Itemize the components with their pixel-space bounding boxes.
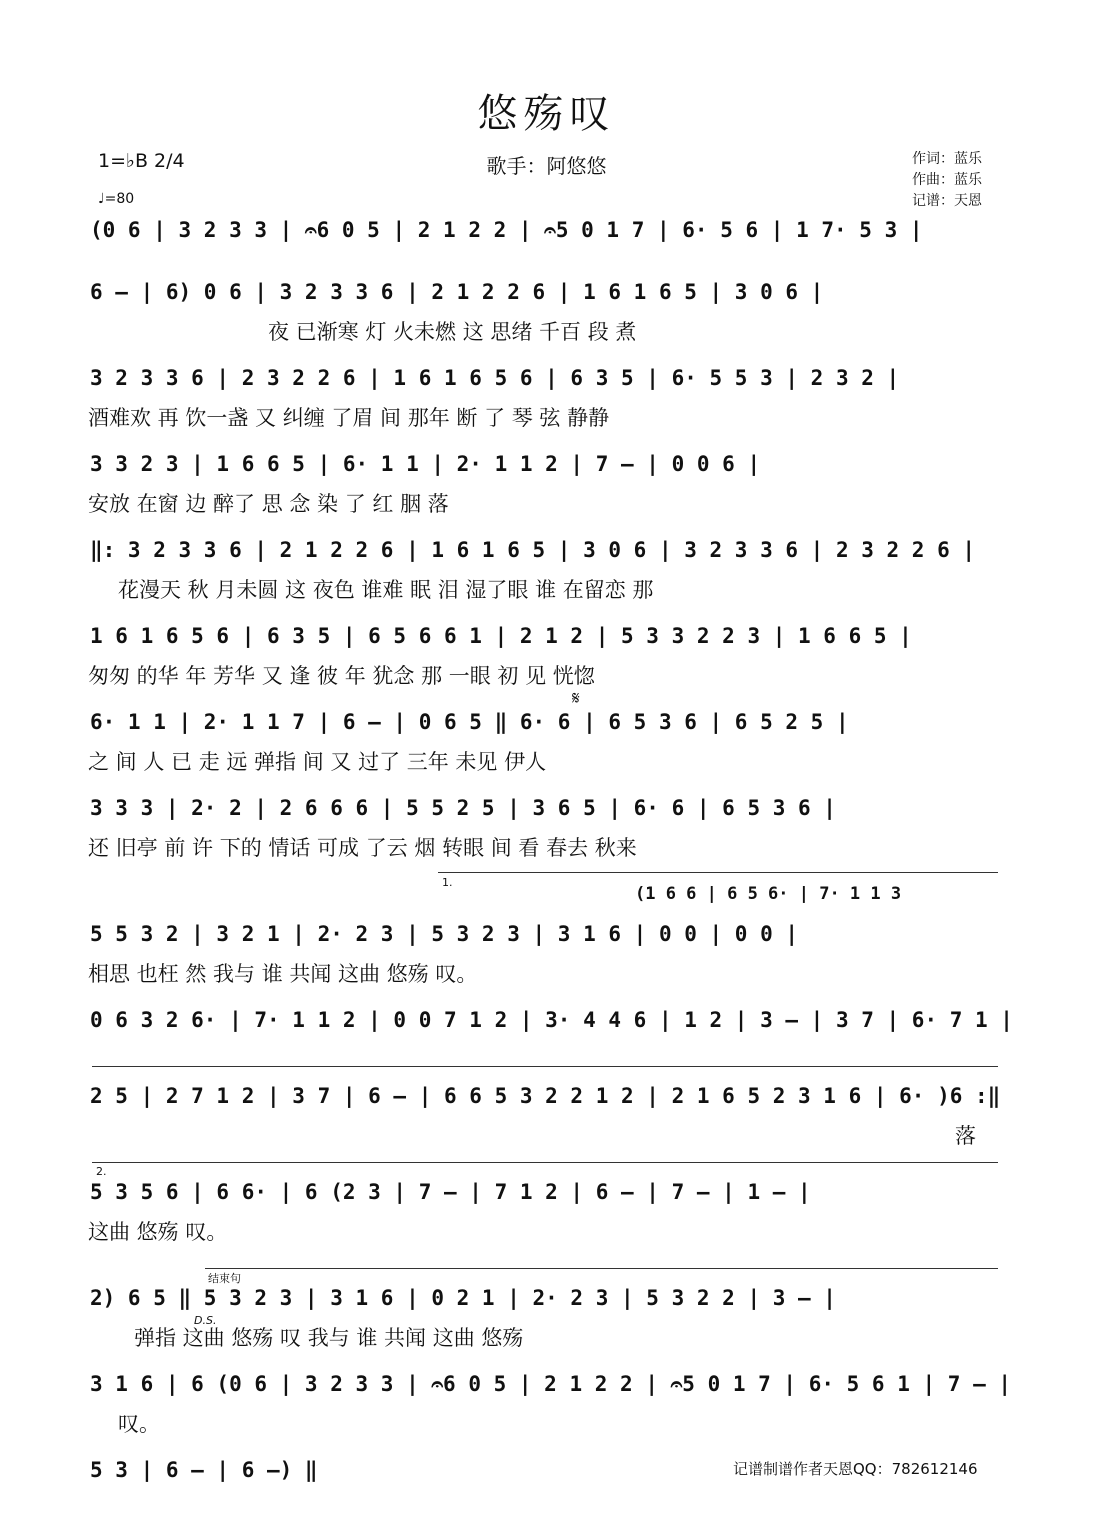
- ds-marking: D.S.: [194, 1314, 217, 1327]
- score-row-5-notes: ‖: 3 2 3 3 6 | 2 1 2 2 6 | 1 6 1 6 5 | 3 0 6 | 3 2 3 3 6 | 2 3 2 2 6 |: [90, 538, 976, 562]
- key-signature: 1=♭B 2/4: [98, 150, 185, 172]
- score-row-11-notes: 2 5 | 2 7 1 2 | 3 7 | 6 – | 6 6 5 3 2 2 1 2 | 2 1 6 5 2 3 1 6 | 6· )6 :‖: [90, 1084, 1001, 1108]
- score-row-9-notes: 5 5 3 2 | 3 2 1 | 2· 2 3 | 5 3 2 3 | 3 1 6 | 0 0 | 0 0 |: [90, 922, 799, 946]
- score-row-8-lyrics: 还 旧亭 前 许 下的 情话 可成 了云 烟 转眼 间 看 春去 秋来: [88, 836, 637, 860]
- volta-2-bracket: [92, 1162, 998, 1163]
- volta-2-label: 2.: [96, 1165, 107, 1178]
- score-row-6-lyrics: 匆匆 的华 年 芳华 又 逢 彼 年 犹念 那 一眼 初 见 恍惚: [88, 664, 595, 688]
- score-row-11-lyrics: 落: [955, 1124, 976, 1148]
- composer-credit: 作曲：蓝乐: [912, 172, 982, 188]
- score-row-14-lyrics: 叹。: [118, 1412, 160, 1436]
- footer-credit: 记谱制谱作者天恩QQ：782612146: [733, 1460, 978, 1478]
- score-row-4-lyrics: 安放 在窗 边 醉了 思 念 染 了 红 胭 落: [88, 492, 449, 516]
- score-row-2-notes: 6 – | 6) 0 6 | 3 2 3 3 6 | 2 1 2 2 6 | 1 6 1 6 5 | 3 0 6 |: [90, 280, 824, 304]
- score-row-5-lyrics: 花漫天 秋 月未圆 这 夜色 谁难 眠 泪 湿了眼 谁 在留恋 那: [118, 578, 654, 602]
- score-row-4-notes: 3 3 2 3 | 1 6 6 5 | 6· 1 1 | 2· 1 1 2 | 7 – | 0 0 6 |: [90, 452, 761, 476]
- score-row-8-notes: 3 3 3 | 2· 2 | 2 6 6 6 | 5 5 2 5 | 3 6 5 | 6· 6 | 6 5 3 6 |: [90, 796, 836, 820]
- score-row-13-lyrics: 弹指 这曲 悠殇 叹 我与 谁 共闻 这曲 悠殇: [134, 1326, 524, 1350]
- score-row-6-notes: 1 6 1 6 5 6 | 6 3 5 | 6 5 6 6 1 | 2 1 2 | 5 3 3 2 2 3 | 1 6 6 5 |: [90, 624, 912, 648]
- score-row-15-notes: 5 3 | 6 – | 6 –) ‖: [90, 1458, 318, 1482]
- volta-1-continuation: [92, 1066, 998, 1067]
- score-row-7-lyrics: 之 间 人 已 走 远 弹指 间 又 过了 三年 未见 伊人: [88, 750, 547, 774]
- score-row-12-notes: 5 3 5 6 | 6 6· | 6 (2 3 | 7 – | 7 1 2 | 6 – | 7 – | 1 – |: [90, 1180, 811, 1204]
- segno-sign: 𝄋: [572, 688, 580, 709]
- score-row-1-notes: (0 6 | 3 2 3 3 | 𝄐6 0 5 | 2 1 2 2 | 𝄐5 0 1 7 | 6· 5 6 | 1 7· 5 3 |: [90, 218, 923, 242]
- score-row-12-lyrics: 这曲 悠殇 叹。: [88, 1220, 228, 1244]
- score-row-10-notes: 0 6 3 2 6· | 7· 1 1 2 | 0 0 7 1 2 | 3· 4 4 6 | 1 2 | 3 – | 3 7 | 6· 7 1 |: [90, 1008, 1013, 1032]
- interlude-pickup-notes: (1 6 6 | 6 5 6· | 7· 1 1 3: [635, 884, 902, 904]
- score-row-3-lyrics: 酒难欢 再 饮一盏 又 纠缠 了眉 间 那年 断 了 琴 弦 静静: [88, 406, 610, 430]
- lyricist-credit: 作词：蓝乐: [912, 151, 982, 167]
- score-row-13-notes: 2) 6 5 ‖ 5 3 2 3 | 3 1 6 | 0 2 1 | 2· 2 3 | 5 3 2 2 | 3 – |: [90, 1286, 836, 1310]
- ending-label: 结束句: [208, 1272, 241, 1285]
- score-row-14-notes: 3 1 6 | 6 (0 6 | 3 2 3 3 | 𝄐6 0 5 | 2 1 2 2 | 𝄐5 0 1 7 | 6· 5 6 1 | 7 – |: [90, 1372, 1012, 1396]
- page-title: 悠殇叹: [477, 91, 616, 137]
- ending-bracket: [205, 1268, 998, 1269]
- score-row-7-notes: 6· 1 1 | 2· 1 1 7 | 6 – | 0 6 5 ‖ 6· 6 | 6 5 3 6 | 6 5 2 5 |: [90, 710, 849, 734]
- tempo-marking: ♩=80: [98, 191, 135, 207]
- volta-1-bracket: [438, 872, 998, 873]
- singer-line: 歌手：阿悠悠: [486, 154, 607, 178]
- transcriber-credit: 记谱：天恩: [912, 193, 982, 209]
- volta-1-label: 1.: [442, 876, 453, 889]
- score-row-9-lyrics: 相思 也枉 然 我与 谁 共闻 这曲 悠殇 叹。: [88, 962, 478, 986]
- score-row-2-lyrics: 夜 已渐寒 灯 火未燃 这 思绪 千百 段 煮: [268, 320, 637, 344]
- score-row-3-notes: 3 2 3 3 6 | 2 3 2 2 6 | 1 6 1 6 5 6 | 6 3 5 | 6· 5 5 3 | 2 3 2 |: [90, 366, 900, 390]
